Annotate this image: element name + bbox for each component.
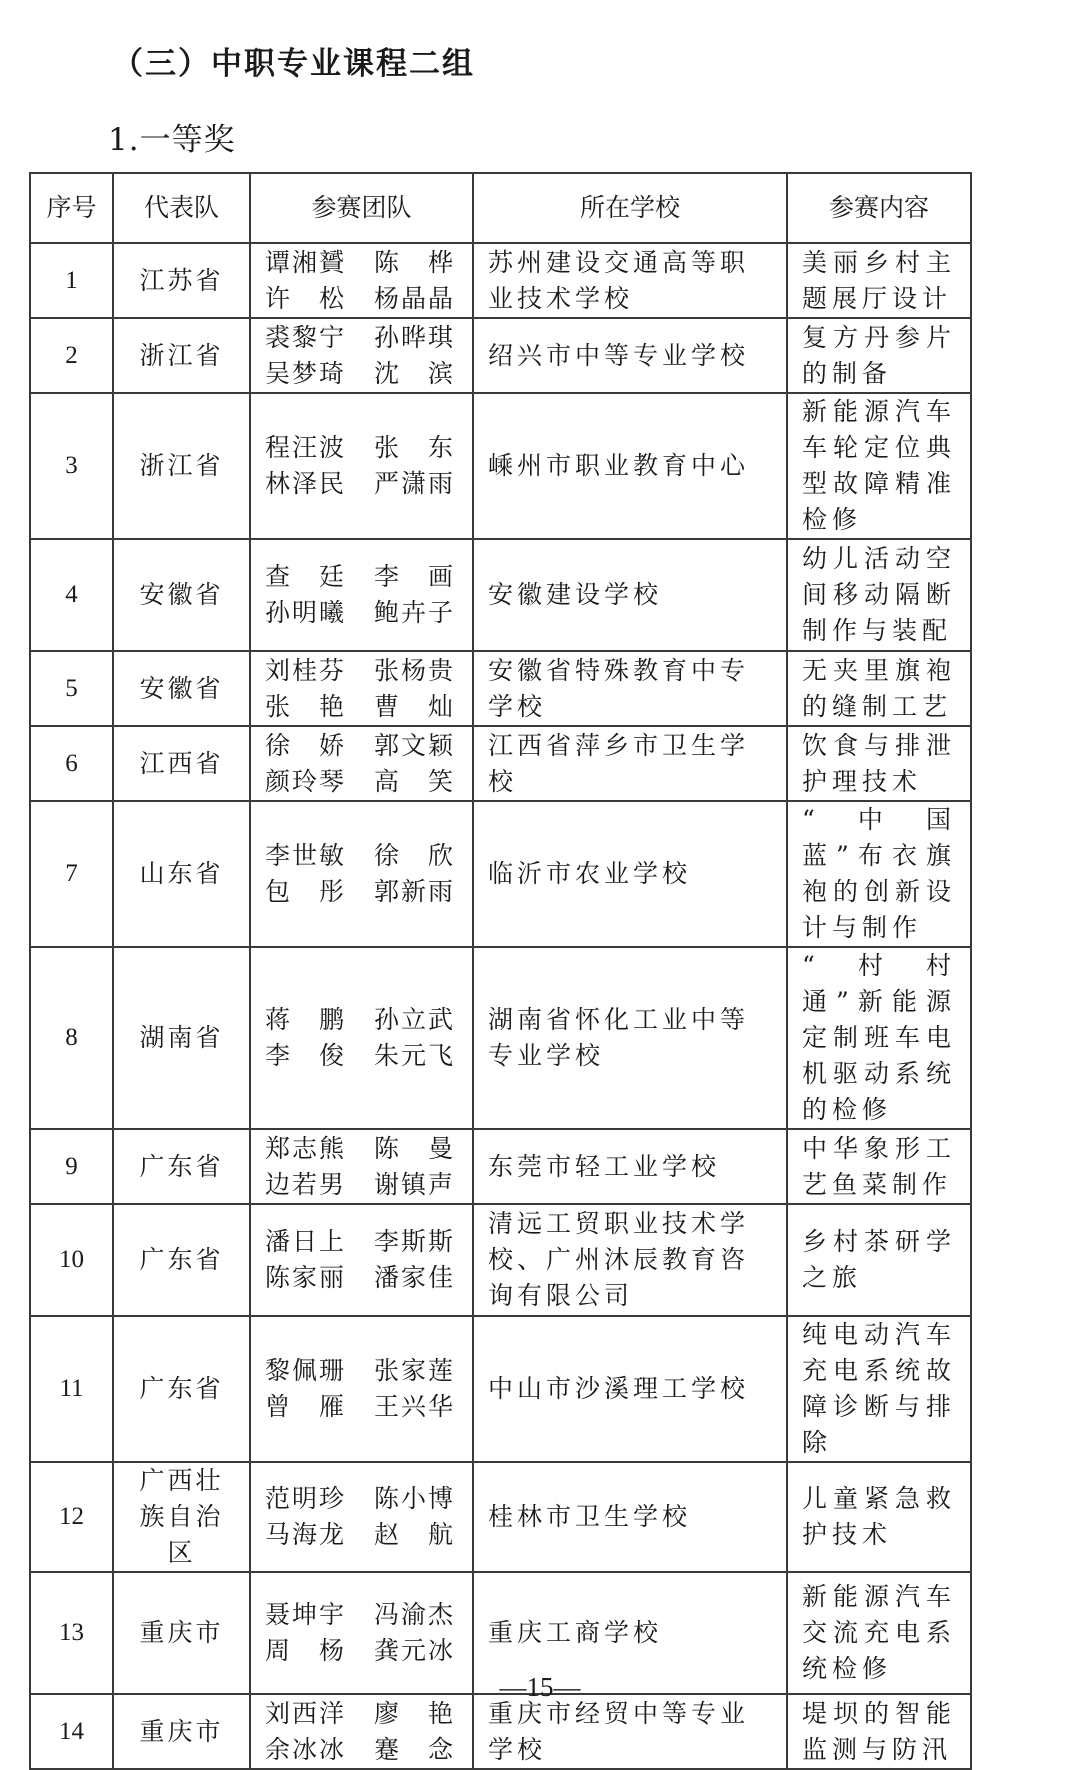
team-member: 曾 雁 [265, 1392, 347, 1421]
team-line-2 [265, 764, 458, 800]
team-member: 潘家佳 [374, 1263, 456, 1292]
team-line-1 [265, 245, 458, 281]
table-header-row [30, 173, 971, 243]
row-school: 安徽省特殊教育中专学校 [473, 651, 787, 726]
team-member: 刘桂芬 [265, 655, 347, 685]
team-line-1 [265, 1131, 458, 1167]
header-content: 参赛内容 [787, 173, 971, 243]
row-number: 11 [30, 1316, 113, 1462]
row-school: 东莞市轻工业学校 [473, 1129, 787, 1204]
row-province: 安徽省 [113, 539, 250, 651]
team-member: 赵 航 [374, 1520, 456, 1549]
team-line-2 [265, 466, 458, 502]
table-row [30, 243, 971, 318]
team-member: 边若男 [265, 1169, 347, 1199]
row-number: 14 [30, 1694, 113, 1769]
team-member: 陈 曼 [374, 1133, 456, 1163]
team-line-1 [265, 1353, 458, 1389]
row-content: “村村通”新能源定制班车电机驱动系统的检修 [787, 947, 971, 1129]
team-member: 朱元飞 [374, 1041, 456, 1070]
team-line-1 [265, 1002, 458, 1038]
row-content: 美丽乡村主题展厅设计 [787, 243, 971, 318]
team-member: 徐 欣 [374, 841, 456, 870]
row-team-members [250, 651, 473, 726]
row-team-members [250, 243, 473, 318]
team-member: 周 杨 [265, 1636, 347, 1665]
row-number: 2 [30, 318, 113, 393]
row-content: 饮食与排泄护理技术 [787, 726, 971, 801]
header-province: 代表队 [113, 173, 250, 243]
row-school: 安徽建设学校 [473, 539, 787, 651]
table-row [30, 947, 971, 1129]
team-member: 张 东 [374, 433, 456, 462]
header-no: 序号 [30, 173, 113, 243]
team-member: 陈家丽 [265, 1263, 347, 1292]
row-team-members [250, 318, 473, 393]
team-member: 鲍卉子 [374, 598, 456, 627]
row-team-members [250, 1316, 473, 1462]
row-province: 广东省 [113, 1316, 250, 1462]
row-team-members [250, 1694, 473, 1769]
team-member: 龚元冰 [374, 1636, 456, 1665]
table-row [30, 726, 971, 801]
row-content: 新能源汽车车轮定位典型故障精准检修 [787, 393, 971, 539]
row-number: 13 [30, 1572, 113, 1694]
team-member: 张杨贵 [374, 655, 456, 685]
team-member: 孙晔琪 [374, 322, 456, 352]
table-row [30, 1316, 971, 1462]
row-school: 绍兴市中等专业学校 [473, 318, 787, 393]
row-team-members [250, 1462, 473, 1572]
team-line-1 [265, 559, 458, 595]
row-team-members [250, 1204, 473, 1316]
row-number: 6 [30, 726, 113, 801]
row-content: 复方丹参片的制备 [787, 318, 971, 393]
team-member: 吴梦琦 [265, 358, 347, 388]
table-row [30, 393, 971, 539]
team-line-2 [265, 1260, 458, 1296]
team-member: 余冰冰 [265, 1734, 347, 1764]
team-line-1 [265, 320, 458, 356]
team-line-2 [265, 874, 458, 910]
team-member: 范明珍 [265, 1484, 347, 1513]
table-row [30, 651, 971, 726]
row-number: 8 [30, 947, 113, 1129]
header-team: 参赛团队 [250, 173, 473, 243]
row-school: 清远工贸职业技术学校、广州沐辰教育咨询有限公司 [473, 1204, 787, 1316]
team-line-1 [265, 1481, 458, 1517]
team-line-2 [265, 1732, 458, 1768]
team-member: 郑志熊 [265, 1133, 347, 1163]
section-title: （三）中职专业课程二组 [112, 46, 475, 82]
row-school: 江西省萍乡市卫生学校 [473, 726, 787, 801]
table-row [30, 539, 971, 651]
team-member: 廖 艳 [374, 1698, 456, 1728]
row-number: 5 [30, 651, 113, 726]
team-member: 许 松 [265, 283, 347, 313]
row-team-members [250, 393, 473, 539]
team-member: 王兴华 [374, 1392, 456, 1421]
team-member: 李 俊 [265, 1041, 347, 1070]
team-member: 谢镇声 [374, 1169, 456, 1199]
team-member: 颜玲琴 [265, 766, 347, 796]
page-number: —15— [499, 1672, 581, 1702]
team-member: 沈 滨 [374, 358, 456, 388]
row-school: 湖南省怀化工业中等专业学校 [473, 947, 787, 1129]
team-member: 谭湘贇 [265, 247, 347, 277]
team-member: 郭新雨 [374, 877, 456, 906]
team-member: 黎佩珊 [265, 1356, 347, 1385]
row-province: 江西省 [113, 726, 250, 801]
row-content: 乡村茶研学之旅 [787, 1204, 971, 1316]
row-school: 中山市沙溪理工学校 [473, 1316, 787, 1462]
team-member: 聂坤宇 [265, 1600, 347, 1629]
team-line-2 [265, 689, 458, 725]
table-row [30, 1462, 971, 1572]
team-member: 蒋 鹏 [265, 1005, 347, 1034]
row-number: 7 [30, 801, 113, 947]
row-province: 安徽省 [113, 651, 250, 726]
team-member: 潘日上 [265, 1227, 347, 1256]
row-school: 重庆市经贸中等专业学校 [473, 1694, 787, 1769]
row-province: 广东省 [113, 1129, 250, 1204]
row-team-members [250, 726, 473, 801]
row-number: 1 [30, 243, 113, 318]
team-line-2 [265, 356, 458, 392]
team-member: 程汪波 [265, 433, 347, 462]
row-number: 4 [30, 539, 113, 651]
team-line-1 [265, 653, 458, 689]
table-row [30, 801, 971, 947]
row-number: 12 [30, 1462, 113, 1572]
row-content: 无夹里旗袍的缝制工艺 [787, 651, 971, 726]
row-content: 中华象形工艺鱼菜制作 [787, 1129, 971, 1204]
table-row [30, 318, 971, 393]
team-member: 徐 娇 [265, 730, 347, 760]
team-member: 冯渝杰 [374, 1600, 456, 1629]
team-member: 林泽民 [265, 469, 347, 498]
table-row [30, 1129, 971, 1204]
team-line-1 [265, 838, 458, 874]
team-member: 查 廷 [265, 562, 347, 591]
team-line-2 [265, 1167, 458, 1203]
team-member: 张 艳 [265, 691, 347, 721]
award-level-title: 1.一等奖 [108, 122, 236, 158]
row-number: 9 [30, 1129, 113, 1204]
team-member: 李世敏 [265, 841, 347, 870]
row-content: 新能源汽车交流充电系统检修 [787, 1572, 971, 1694]
team-line-2 [265, 1517, 458, 1553]
row-number: 10 [30, 1204, 113, 1316]
row-school: 桂林市卫生学校 [473, 1462, 787, 1572]
table-row [30, 1694, 971, 1769]
team-member: 张家莲 [374, 1356, 456, 1385]
team-line-1 [265, 1224, 458, 1260]
team-line-2 [265, 1633, 458, 1669]
team-member: 高 笑 [374, 766, 456, 796]
team-member: 杨晶晶 [374, 283, 456, 313]
table-row [30, 1204, 971, 1316]
team-member: 郭文颖 [374, 730, 456, 760]
team-line-2 [265, 595, 458, 631]
row-number: 3 [30, 393, 113, 539]
row-school: 临沂市农业学校 [473, 801, 787, 947]
team-member: 陈小博 [374, 1484, 456, 1513]
row-province: 江苏省 [113, 243, 250, 318]
team-line-1 [265, 430, 458, 466]
row-province: 广东省 [113, 1204, 250, 1316]
row-province: 重庆市 [113, 1694, 250, 1769]
team-member: 蹇 念 [374, 1734, 456, 1764]
team-member: 严潇雨 [374, 469, 456, 498]
row-content: 儿童紧急救护技术 [787, 1462, 971, 1572]
team-line-1 [265, 728, 458, 764]
row-content: 幼儿活动空间移动隔断制作与装配 [787, 539, 971, 651]
team-member: 曹 灿 [374, 691, 456, 721]
team-line-1 [265, 1597, 458, 1633]
team-member: 刘西洋 [265, 1698, 347, 1728]
team-line-2 [265, 1038, 458, 1074]
row-province: 山东省 [113, 801, 250, 947]
row-province: 广西壮族自治区 [113, 1462, 250, 1572]
row-team-members [250, 539, 473, 651]
row-province: 重庆市 [113, 1572, 250, 1694]
team-member: 李斯斯 [374, 1227, 456, 1256]
team-member: 李 画 [374, 562, 456, 591]
row-content: 堤坝的智能监测与防汛 [787, 1694, 971, 1769]
row-province: 湖南省 [113, 947, 250, 1129]
team-member: 孙明曦 [265, 598, 347, 627]
row-team-members [250, 1129, 473, 1204]
team-line-2 [265, 281, 458, 317]
row-team-members [250, 947, 473, 1129]
row-school: 重庆工商学校 [473, 1572, 787, 1694]
team-line-2 [265, 1389, 458, 1425]
team-member: 陈 桦 [374, 247, 456, 277]
team-member: 裘黎宁 [265, 322, 347, 352]
row-province: 浙江省 [113, 318, 250, 393]
row-content: “中国蓝”布衣旗袍的创新设计与制作 [787, 801, 971, 947]
team-member: 包 彤 [265, 877, 347, 906]
team-member: 马海龙 [265, 1520, 347, 1549]
row-content: 纯电动汽车充电系统故障诊断与排除 [787, 1316, 971, 1462]
header-school: 所在学校 [473, 173, 787, 243]
row-team-members [250, 801, 473, 947]
row-school: 嵊州市职业教育中心 [473, 393, 787, 539]
row-school: 苏州建设交通高等职业技术学校 [473, 243, 787, 318]
awards-table [29, 172, 972, 1770]
row-province: 浙江省 [113, 393, 250, 539]
team-member: 孙立武 [374, 1005, 456, 1034]
